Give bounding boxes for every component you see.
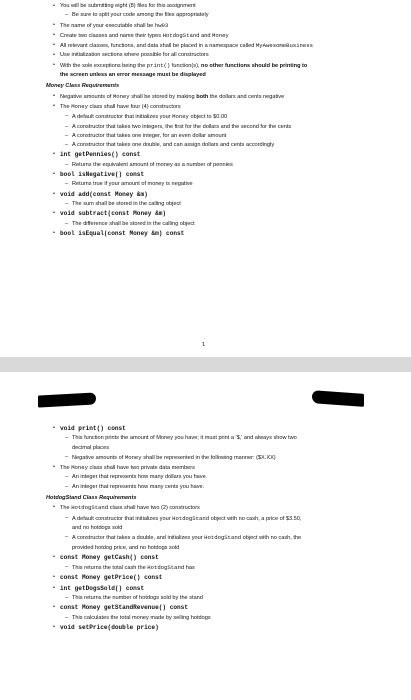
document-page-2 — [0, 372, 411, 700]
text-line — [8, 533, 403, 543]
line-text: Be sure to split your code among the files appropriately — [72, 12, 209, 19]
line-text: the screen unless an error message must be displayed — [60, 72, 206, 79]
line-text: shall be represented in the following manner: ($X.XX) — [141, 454, 276, 461]
line-text: decimal places — [72, 444, 109, 451]
line-text: The — [60, 103, 72, 110]
line-text: HotdogStand — [46, 495, 82, 502]
text-line — [8, 483, 403, 492]
line-text: A constructor that takes one double, and can assign dollars and cents accordingly — [72, 142, 275, 149]
line-text: With the sole exceptions being the — [60, 62, 147, 69]
line-text: Class Requirements — [63, 83, 120, 90]
text-line — [8, 424, 403, 434]
text-line — [8, 553, 403, 563]
line-text: Class Requirements — [81, 495, 137, 502]
line-text: A constructor that takes two integers, the first for the dollars and the second for the cents — [72, 123, 292, 130]
code-text: HotdogStand — [204, 534, 242, 542]
text-line — [8, 170, 403, 180]
line-text: Negative amounts of — [60, 93, 113, 100]
code-text: const Money getCash() const — [60, 553, 159, 561]
line-text: both — [196, 93, 209, 100]
line-text: The — [60, 505, 72, 512]
page-number: 1 — [202, 342, 206, 348]
code-text: Money — [124, 453, 142, 461]
line-text: All relevant classes, functions, and data shall be placed in a namespace called — [60, 43, 256, 50]
line-text: An integer that represents how many cents you have. — [72, 483, 205, 490]
line-text: The sum shall be stored in the calling object — [72, 200, 181, 207]
line-text: function(s), — [170, 62, 202, 69]
code-text: void setPrice(double price) — [60, 623, 159, 631]
text-line — [8, 102, 403, 112]
line-text: The name of your executable shall be — [60, 22, 155, 29]
text-line — [8, 132, 403, 141]
code-text: MyAwesomeBusiness — [255, 42, 313, 50]
code-text: Money — [212, 31, 229, 39]
section-heading — [8, 82, 403, 91]
line-text: Create two classes and name their types — [60, 32, 163, 39]
line-text: the dollars and cents negative — [208, 93, 285, 100]
text-line — [8, 92, 403, 102]
line-text: Negative amounts of — [72, 454, 125, 461]
line-text: shall be stored by making — [129, 93, 197, 100]
line-text: and — [199, 32, 212, 39]
code-text: print() — [146, 61, 171, 69]
text-line — [8, 473, 403, 482]
text-line — [8, 563, 403, 573]
code-text: HotdogStand — [162, 31, 200, 39]
line-text: This returns the total cash the — [72, 565, 148, 572]
text-line — [8, 584, 403, 594]
line-text: This returns the number of hotdogs sold by the stand — [72, 595, 203, 602]
code-text: void print() const — [60, 425, 126, 432]
text-line — [8, 21, 403, 31]
line-text: A constructor that takes a double, and initializes your — [72, 535, 205, 542]
code-text: const Money getPrice() const — [60, 574, 163, 582]
line-text: class shall have two (2) constructors — [108, 505, 200, 512]
line-text: provided hotdog price, and no hotdogs sold — [72, 544, 180, 551]
text-line — [8, 514, 403, 524]
code-text: HotdogStand — [71, 504, 109, 512]
code-text: bool isNegative() const — [60, 171, 145, 179]
line-text: Returns true if your amount of money is negative — [72, 181, 193, 188]
line-text: object with no cash, the — [241, 535, 302, 542]
text-line — [8, 603, 403, 613]
line-text: Use initialization sections where possible for all constructors — [60, 52, 209, 59]
text-line — [8, 453, 403, 463]
line-text: A default constructor that initializes your — [72, 114, 173, 121]
text-line — [8, 524, 403, 533]
text-line — [8, 444, 403, 453]
line-text: A constructor that takes one integer, for an even dollar amount — [72, 132, 227, 139]
code-text: HotdogStand — [172, 514, 210, 522]
text-line — [8, 200, 403, 209]
text-line — [8, 209, 403, 219]
text-line — [8, 61, 403, 71]
text-line — [8, 614, 403, 623]
line-text: A default constructor that initializes your — [72, 515, 173, 522]
section-heading — [8, 494, 403, 503]
text-line — [8, 229, 403, 239]
code-text: bool isEqual(const Money &m) const — [60, 229, 185, 237]
text-line — [8, 594, 403, 603]
line-text: Returns the equivalent amount of money as a number of pennies — [72, 161, 233, 168]
text-line — [8, 141, 403, 150]
code-text: int getPennies() const — [60, 151, 141, 159]
text-line — [8, 544, 403, 553]
code-text: int getDogsSold() const — [60, 584, 145, 592]
line-text: class shall have two private data members — [88, 465, 195, 472]
line-text: The — [60, 465, 72, 472]
text-line — [8, 150, 403, 160]
code-text: Money — [71, 464, 88, 472]
code-text: Money — [172, 113, 189, 121]
line-text: no other functions should be printing to — [201, 62, 308, 69]
line-text: The difference shall be stored in the calling object — [72, 220, 195, 227]
line-text: An integer that represents how many dollars you have. — [72, 474, 208, 481]
line-text: You will be submitting eight (8) files for this assignment — [60, 3, 196, 9]
page-2-content — [8, 424, 403, 633]
line-text: and no hotdogs sold — [72, 524, 123, 531]
code-text: Money — [112, 92, 130, 100]
text-line — [8, 31, 403, 41]
text-line — [8, 434, 403, 443]
text-line — [8, 573, 403, 583]
text-line — [8, 71, 403, 80]
code-text: hw03 — [154, 21, 169, 29]
page-1-content — [8, 2, 403, 239]
text-line — [8, 220, 403, 229]
code-text: void add(const Money &m) — [60, 190, 148, 198]
text-line — [8, 503, 403, 513]
line-text: This function prints the amount of Money you have; it must print a '$,' and always show two — [72, 435, 297, 442]
line-text: has — [184, 565, 195, 572]
text-line — [8, 11, 403, 20]
code-text: void subtract(const Money &m) — [60, 210, 167, 218]
line-text: This calculates the total money made by selling hotdogs — [72, 614, 211, 621]
text-line — [8, 463, 403, 473]
text-line — [8, 2, 403, 11]
code-text: HotdogStand — [147, 564, 185, 572]
text-line — [8, 51, 403, 60]
line-text: class shall have four (4) constructors — [88, 103, 181, 110]
text-line — [8, 190, 403, 200]
line-text: object to $0.00 — [188, 114, 228, 121]
text-line — [8, 180, 403, 189]
text-line — [8, 161, 403, 170]
line-text: object with no cash, a price of $3.50, — [209, 515, 302, 522]
text-line — [8, 623, 403, 633]
text-line — [8, 123, 403, 132]
code-text: Money — [71, 102, 88, 110]
text-line — [8, 41, 403, 51]
line-text: Money — [46, 83, 64, 90]
code-text: const Money getStandRevenue() const — [60, 604, 188, 612]
text-line — [8, 112, 403, 122]
